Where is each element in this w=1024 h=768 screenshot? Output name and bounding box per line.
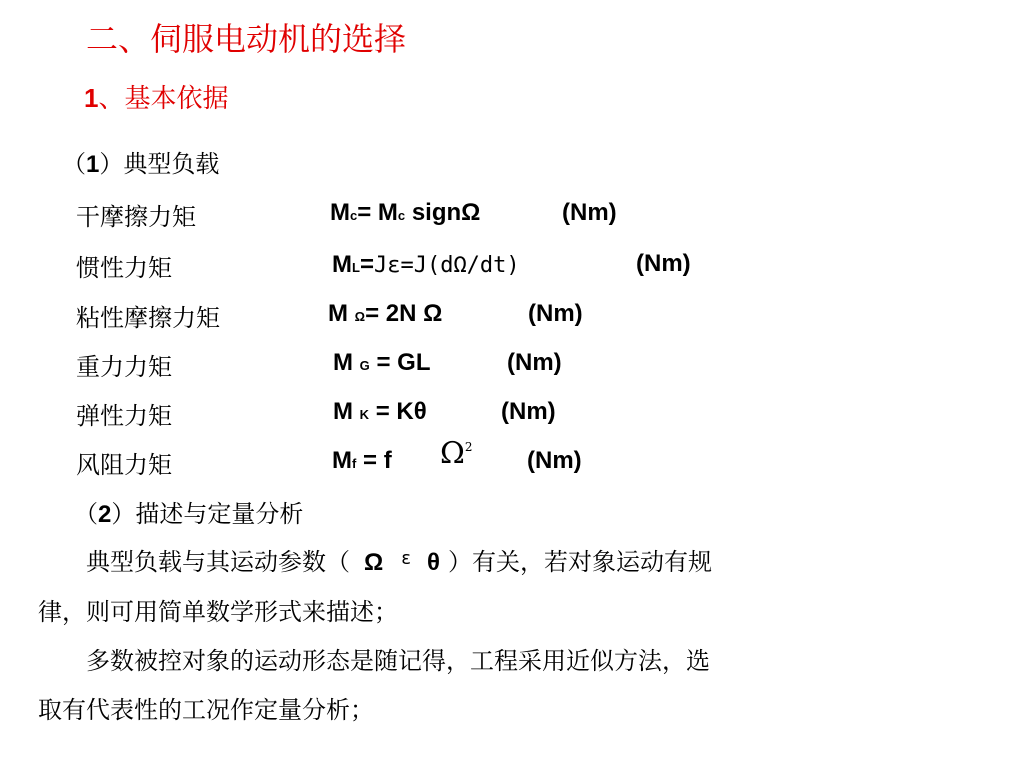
subsection-2-title: ）描述与定量分析 — [111, 500, 304, 528]
formula-expr: Jε=J(dΩ/dt) — [373, 253, 520, 278]
formula-rest: = Kθ — [369, 398, 427, 425]
paragraph-1-line-1 — [86, 542, 712, 577]
power-exponent: 2 — [464, 440, 473, 454]
section-separator: 、 — [98, 84, 125, 114]
formula-rest: = 2N Ω — [365, 300, 443, 327]
section-number: 1 — [84, 83, 99, 113]
formula-rest: = GL — [369, 349, 431, 376]
unit-inertia: (Nm) — [636, 250, 691, 277]
subsection-1-title: ）典型负载 — [99, 150, 220, 178]
formula-viscous-friction — [328, 300, 442, 328]
param-omega: Ω — [364, 549, 384, 576]
param-theta: θ — [426, 549, 440, 576]
formula-m: M — [332, 251, 352, 278]
formula-m: M — [330, 199, 350, 226]
formula-sub: c — [350, 208, 358, 223]
paren-open: （ — [74, 500, 98, 528]
formula-sub: K — [359, 407, 370, 422]
paragraph-2-line-2: 取有代表性的工况作定量分析； — [38, 696, 374, 724]
formula-eq: = M — [357, 199, 398, 226]
load-label-inertia: 惯性力矩 — [76, 254, 172, 282]
formula-sub: L — [352, 260, 360, 275]
unit-wind-resistance: (Nm) — [527, 447, 582, 474]
formula-m: M — [332, 447, 352, 474]
load-label-dry-friction: 干摩擦力矩 — [76, 203, 196, 231]
unit-dry-friction: (Nm) — [562, 199, 617, 226]
omega-symbol: Ω — [440, 436, 465, 471]
formula-omega-squared — [440, 436, 473, 471]
unit-elastic: (Nm) — [501, 398, 556, 425]
paragraph-2-line-1: 多数被控对象的运动形态是随记得，工程采用近似方法，选 — [86, 647, 710, 675]
formula-elastic — [333, 398, 427, 426]
subsection-1-number: 1 — [86, 151, 100, 178]
formula-sub2: c — [397, 208, 406, 223]
load-label-elastic: 弹性力矩 — [76, 402, 172, 430]
subsection-2-heading — [74, 494, 303, 529]
paragraph-1-tail: ）有关，若对象运动有规 — [447, 548, 712, 576]
formula-rest: signΩ — [405, 199, 481, 226]
formula-wind-resistance — [332, 447, 392, 475]
unit-gravity: (Nm) — [507, 349, 562, 376]
formula-eq: = — [359, 251, 374, 278]
formula-sub: Ω — [354, 309, 366, 324]
paragraph-1-line-2: 律，则可用简单数学形式来描述； — [38, 598, 398, 626]
formula-sub: G — [359, 358, 370, 373]
paragraph-1-lead: 典型负载与其运动参数（ — [86, 548, 350, 576]
formula-gravity — [333, 349, 430, 377]
paren-open: （ — [62, 150, 86, 178]
formula-inertia — [332, 250, 520, 279]
slide-title: 二、伺服电动机的选择 — [86, 20, 407, 58]
load-label-viscous-friction: 粘性摩擦力矩 — [76, 304, 220, 332]
load-label-gravity: 重力力矩 — [76, 353, 172, 381]
formula-rest: = f — [356, 447, 392, 474]
subsection-1-heading — [62, 144, 219, 179]
formula-m: M — [333, 398, 360, 425]
formula-dry-friction — [330, 199, 480, 227]
subsection-2-number: 2 — [98, 501, 112, 528]
section-heading-text: 基本依据 — [124, 84, 229, 114]
load-label-wind-resistance: 风阻力矩 — [76, 451, 172, 479]
formula-m: M — [328, 300, 355, 327]
unit-viscous-friction: (Nm) — [528, 300, 583, 327]
section-heading — [84, 78, 229, 115]
param-epsilon: ε — [401, 548, 411, 569]
formula-sub: f — [352, 456, 357, 471]
formula-m: M — [333, 349, 360, 376]
